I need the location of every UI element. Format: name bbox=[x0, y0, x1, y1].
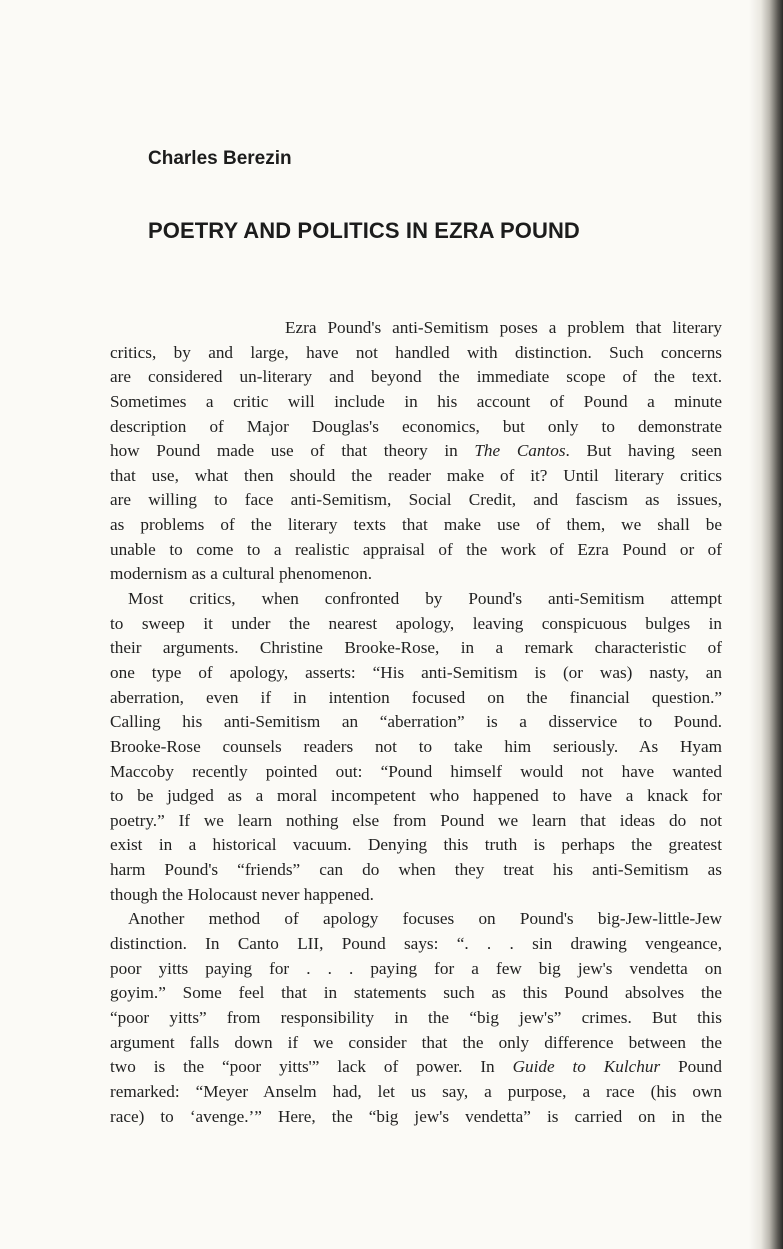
text-line bbox=[110, 957, 722, 982]
text-segment: argument falls down if we consider that the only difference between the bbox=[110, 1032, 722, 1052]
text-line bbox=[110, 1031, 722, 1056]
text-segment: their arguments. Christine Brooke-Rose, in a remark characteristic of bbox=[110, 638, 722, 658]
text-line bbox=[110, 538, 722, 563]
text-segment: description of Major Douglas's economics, but only to demonstrate bbox=[110, 416, 722, 436]
book-spine-shadow bbox=[749, 0, 783, 1249]
text-line bbox=[110, 439, 722, 464]
text-line bbox=[110, 513, 722, 538]
article-body bbox=[110, 316, 722, 1129]
text-segment: aberration, even if in intention focused on the financial question.” bbox=[110, 687, 722, 707]
text-segment: how Pound made use of that theory in bbox=[110, 441, 475, 461]
text-segment: two is the “poor yitts'” lack of power. In bbox=[110, 1057, 513, 1077]
text-line bbox=[110, 562, 722, 587]
text-segment: Most critics, when confronted by Pound's anti-Semitism attempt bbox=[128, 589, 722, 609]
text-segment: harm Pound's “friends” can do when they treat his anti-Semitism as bbox=[110, 860, 722, 880]
text-segment: exist in a historical vacuum. Denying this truth is perhaps the greatest bbox=[110, 835, 722, 855]
text-segment: to sweep it under the nearest apology, leaving conspicuous bulges in bbox=[110, 613, 722, 633]
text-line bbox=[110, 1080, 722, 1105]
text-segment: to be judged as a moral incompetent who happened to have a knack for bbox=[110, 786, 722, 806]
text-segment: Brooke-Rose counsels readers not to take him seriously. As Hyam bbox=[110, 736, 722, 756]
author-name: Charles Berezin bbox=[148, 148, 292, 169]
text-line bbox=[110, 809, 722, 834]
text-line bbox=[110, 390, 722, 415]
text-segment: poetry.” If we learn nothing else from Pound we learn that ideas do not bbox=[110, 810, 722, 830]
text-line bbox=[110, 760, 722, 785]
paragraph bbox=[110, 587, 722, 907]
text-line bbox=[110, 1006, 722, 1031]
paragraph bbox=[110, 907, 722, 1129]
text-segment: are considered un-literary and beyond the immediate scope of the text. bbox=[110, 367, 722, 387]
text-line bbox=[110, 981, 722, 1006]
text-line bbox=[110, 1055, 722, 1080]
text-segment: “poor yitts” from responsibility in the “big jew's” crimes. But this bbox=[110, 1007, 722, 1027]
text-segment: Another method of apology focuses on Pound's big-Jew-little-Jew bbox=[128, 909, 722, 929]
text-line bbox=[110, 341, 722, 366]
text-segment: goyim.” Some feel that in statements such as this Pound absolves the bbox=[110, 983, 722, 1003]
text-line bbox=[110, 612, 722, 637]
text-line bbox=[110, 710, 722, 735]
text-line bbox=[110, 316, 722, 341]
text-line bbox=[110, 784, 722, 809]
text-segment: though the Holocaust never happened. bbox=[110, 884, 374, 904]
text-line bbox=[110, 858, 722, 883]
text-segment: distinction. In Canto LII, Pound says: “. . . sin drawing vengeance, bbox=[110, 934, 722, 954]
text-segment: Sometimes a critic will include in his account of Pound a minute bbox=[110, 391, 722, 411]
text-segment: . But having seen bbox=[565, 441, 722, 461]
text-line bbox=[110, 661, 722, 686]
text-segment: Calling his anti-Semitism an “aberration” is a disservice to Pound. bbox=[110, 712, 722, 732]
italic-title-text: Guide to Kulchur bbox=[512, 1057, 661, 1077]
paragraph bbox=[110, 316, 722, 587]
text-segment: modernism as a cultural phenomenon. bbox=[110, 564, 373, 584]
text-segment: Maccoby recently pointed out: “Pound himself would not have wanted bbox=[110, 761, 722, 781]
text-segment: that use, what then should the reader make of it? Until literary critics bbox=[110, 465, 722, 485]
text-line bbox=[110, 415, 722, 440]
text-segment: unable to come to a realistic appraisal of the work of Ezra Pound or of bbox=[110, 539, 722, 559]
text-segment: Pound bbox=[660, 1057, 722, 1077]
text-line bbox=[110, 735, 722, 760]
text-line bbox=[110, 883, 722, 908]
text-line bbox=[110, 833, 722, 858]
italic-title-text: The Cantos bbox=[474, 441, 566, 461]
text-line bbox=[110, 686, 722, 711]
text-segment: one type of apology, asserts: “His anti-Semitism is (or was) nasty, an bbox=[110, 662, 722, 682]
text-line bbox=[110, 365, 722, 390]
text-line bbox=[110, 587, 722, 612]
text-line bbox=[110, 636, 722, 661]
text-segment: as problems of the literary texts that make use of them, we shall be bbox=[110, 515, 722, 535]
text-segment: critics, by and large, have not handled with distinction. Such concerns bbox=[110, 342, 722, 362]
text-line bbox=[110, 488, 722, 513]
text-line bbox=[110, 1105, 722, 1130]
text-line bbox=[110, 907, 722, 932]
article-title: POETRY AND POLITICS IN EZRA POUND bbox=[148, 218, 580, 243]
text-segment: are willing to face anti-Semitism, Social Credit, and fascism as issues, bbox=[110, 490, 722, 510]
text-segment: poor yitts paying for . . . paying for a few big jew's vendetta on bbox=[110, 958, 722, 978]
text-segment: remarked: “Meyer Anselm had, let us say, a purpose, a race (his own bbox=[110, 1081, 722, 1101]
text-segment: Ezra Pound's anti-Semitism poses a problem that literary bbox=[285, 318, 722, 337]
text-line bbox=[110, 932, 722, 957]
text-line bbox=[110, 464, 722, 489]
text-segment: race) to ‘avenge.’” Here, the “big jew's vendetta” is carried on in the bbox=[110, 1106, 722, 1126]
